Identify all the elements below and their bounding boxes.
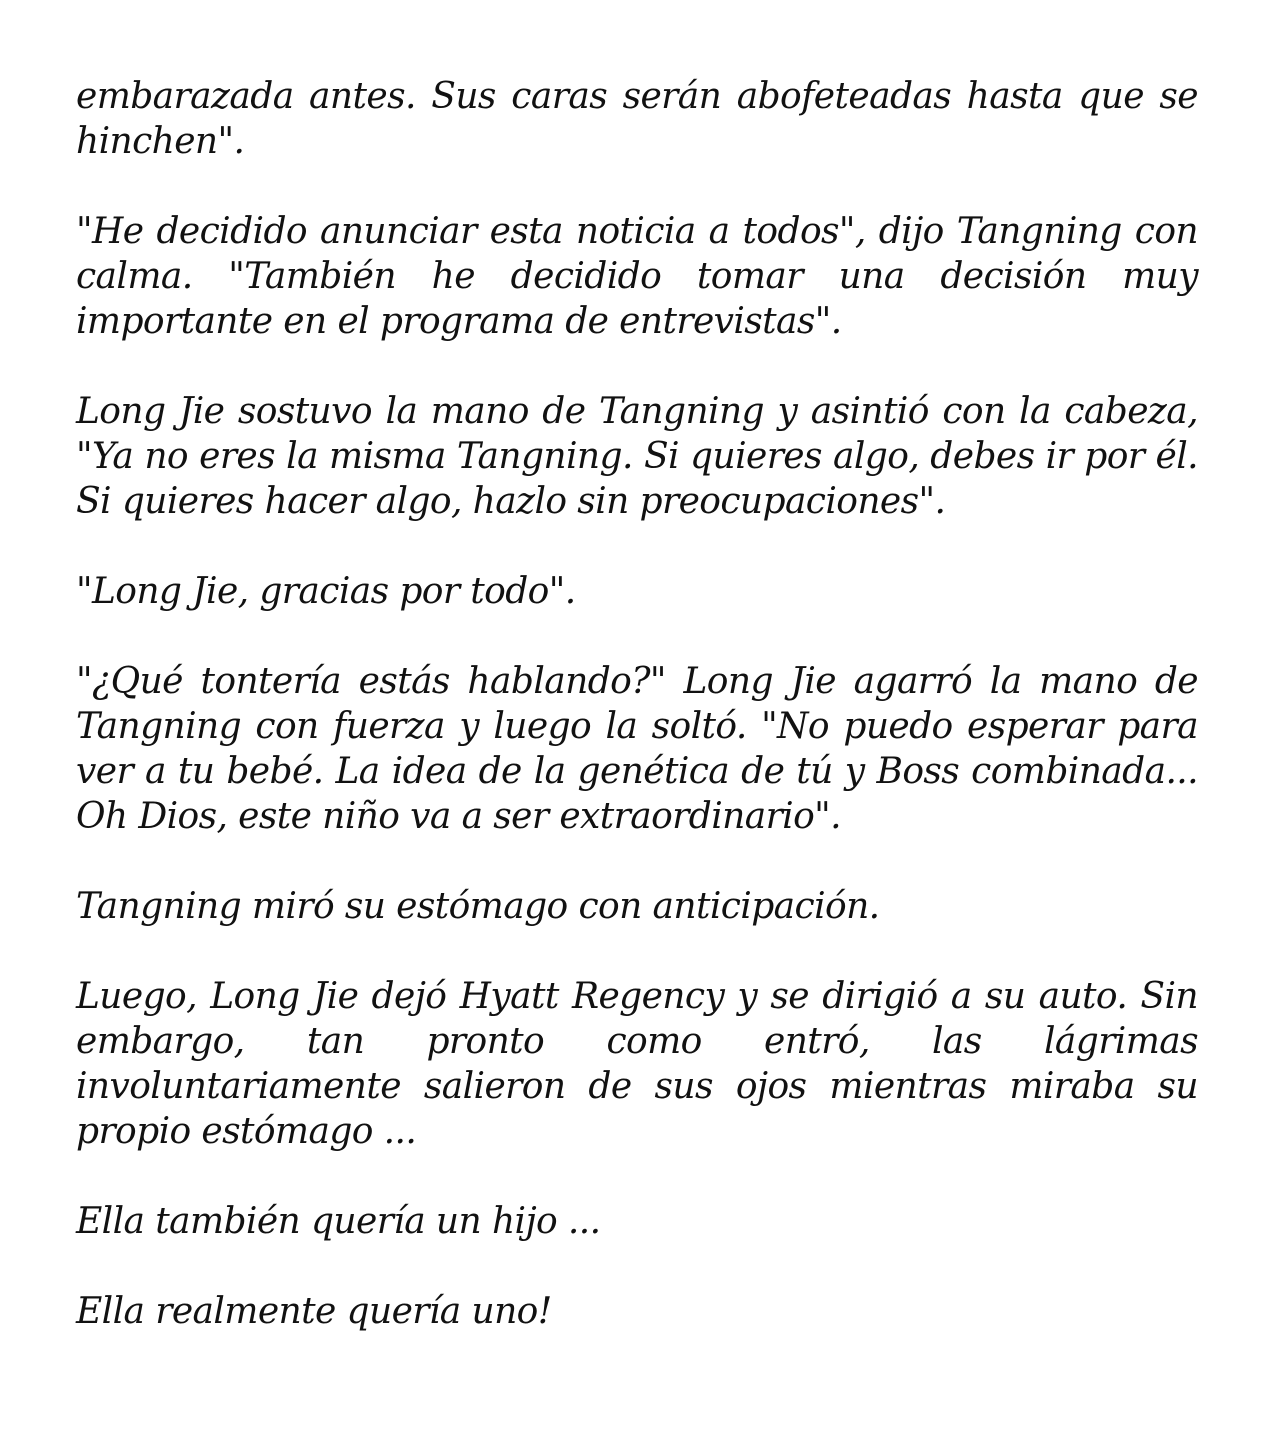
paragraph-2: "He decidido anunciar esta noticia a todos", dijo Tangning con calma. "También he decidido tomar una decisión muy importante en el programa de entrevistas". [76,211,1198,342]
paragraph-5: "¿Qué tontería estás hablando?" Long Jie agarró la mano de Tangning con fuerza y luego la soltó. "No puedo esperar para ver a tu bebé. La idea de la genética de tú y Boss combinada... Oh Dios, este niño va a ser extraordinario". [76,661,1198,837]
paragraph-6: Tangning miró su estómago con anticipación. [76,886,880,927]
paragraph-7: Luego, Long Jie dejó Hyatt Regency y se dirigió a su auto. Sin embargo, tan pronto como entró, las lágrimas involuntariamente salieron de sus ojos mientras miraba su propio estómago ... [76,976,1198,1152]
paragraph-9: Ella realmente quería uno! [76,1291,552,1332]
paragraph-4: "Long Jie, gracias por todo". [76,571,576,612]
paragraph-3: Long Jie sostuvo la mano de Tangning y asintió con la cabeza, "Ya no eres la misma Tangning. Si quieres algo, debes ir por él. Si quieres hacer algo, hazlo sin preocupaciones". [76,391,1198,522]
paragraph-1: embarazada antes. Sus caras serán abofeteadas hasta que se hinchen". [76,76,1198,162]
paragraph-8: Ella también quería un hijo ... [76,1201,601,1242]
document-page [76,74,1198,1334]
